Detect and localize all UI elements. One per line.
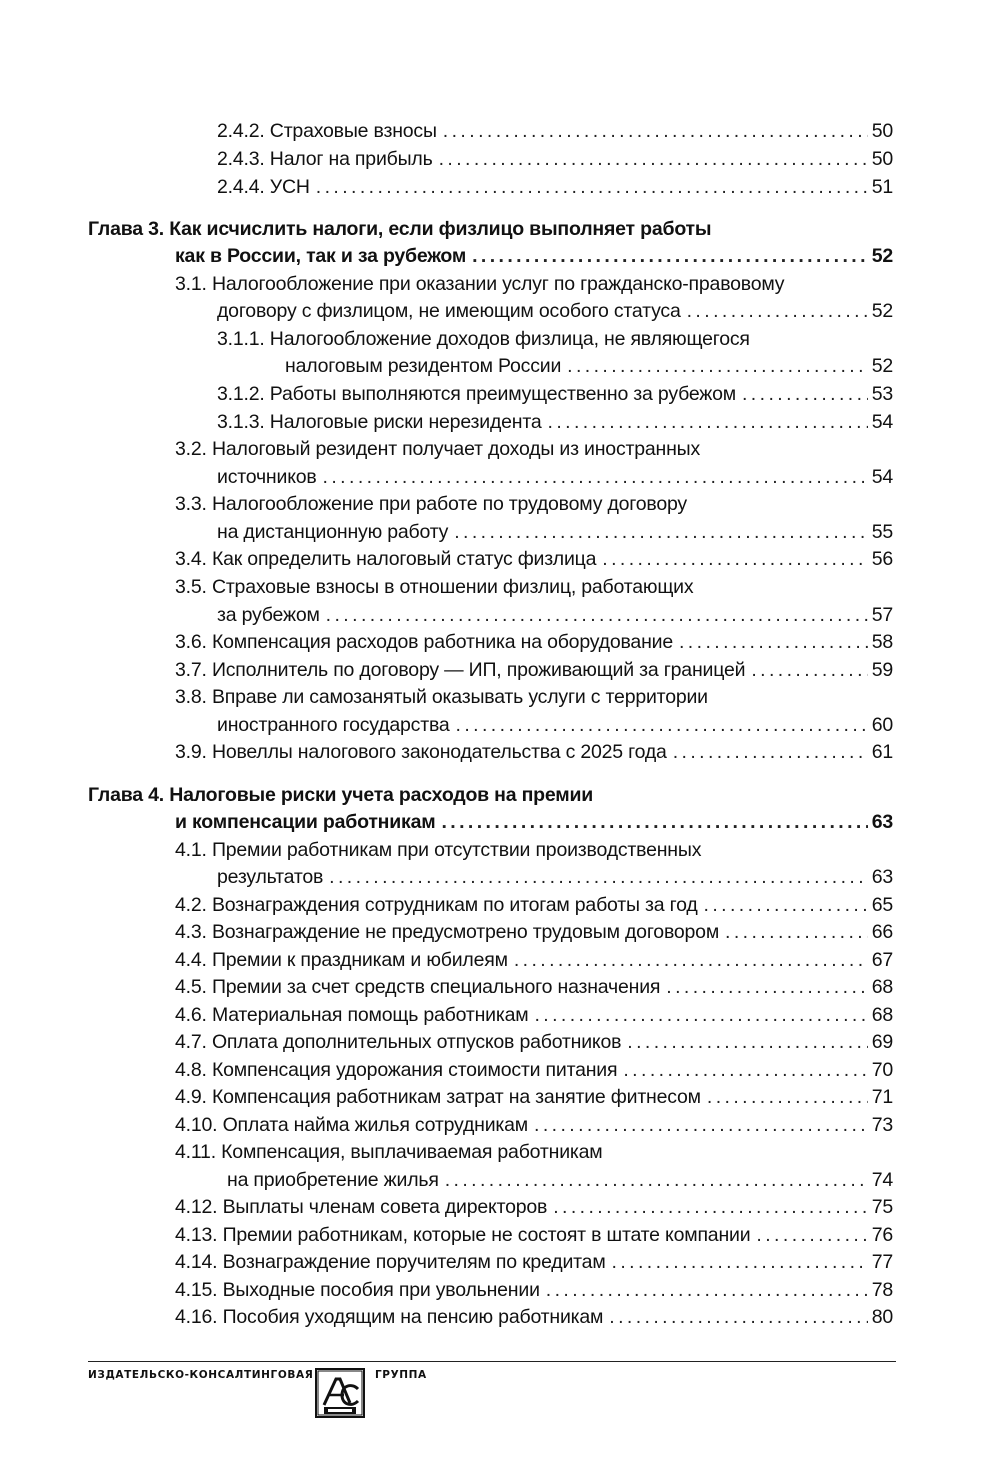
- entry-title: 4.4. Премии к праздникам и юбилеям: [175, 949, 508, 971]
- toc-line: [175, 1276, 893, 1304]
- page-number: 52: [871, 355, 893, 377]
- entry-title: 3.3. Налогообложение при работе по трудовому договору: [175, 493, 687, 515]
- toc-line: [217, 173, 893, 201]
- footer-divider: [88, 1361, 896, 1362]
- entry-title: за рубежом: [217, 604, 320, 626]
- dot-leader: [751, 656, 867, 684]
- dot-leader: [609, 1303, 867, 1331]
- page-number: 57: [871, 604, 893, 626]
- entry-title: 4.7. Оплата дополнительных отпусков работников: [175, 1031, 622, 1053]
- dot-leader: [454, 518, 868, 546]
- toc-line: [175, 1193, 893, 1221]
- dot-leader: [443, 117, 868, 145]
- entry-title: иностранного государства: [217, 714, 450, 736]
- entry-title: 3.8. Вправе ли самозанятый оказывать услуги с территории: [175, 686, 708, 708]
- dot-leader: [546, 1276, 868, 1304]
- dot-leader: [445, 1166, 868, 1194]
- dot-leader: [323, 463, 868, 491]
- publisher-name-right: ГРУППА: [375, 1369, 427, 1381]
- dot-leader: [725, 918, 868, 946]
- entry-title: и компенсации работникам: [175, 811, 436, 833]
- entry-title: 4.9. Компенсация работникам затрат на занятие фитнесом: [175, 1086, 701, 1108]
- toc-line: [175, 738, 893, 766]
- page-number: 60: [871, 714, 893, 736]
- entry-title: 4.12. Выплаты членам совета директоров: [175, 1196, 548, 1218]
- entry-title: результатов: [217, 866, 324, 888]
- toc-line: [217, 297, 893, 325]
- entry-title: 4.5. Премии за счет средств специального назначения: [175, 976, 661, 998]
- entry-title: 3.6. Компенсация расходов работника на оборудование: [175, 631, 673, 653]
- toc-line: [217, 518, 893, 546]
- entry-title: 4.16. Пособия уходящим на пенсию работникам: [175, 1306, 604, 1328]
- page-number: 50: [871, 148, 893, 170]
- dot-leader: [704, 891, 868, 919]
- dot-leader: [756, 1221, 867, 1249]
- entry-title: договору с физлицом, не имеющим особого статуса: [217, 300, 681, 322]
- entry-title: 3.9. Новеллы налогового законодательства с 2025 года: [175, 741, 667, 763]
- toc-line: [175, 1001, 893, 1029]
- entry-title: 3.7. Исполнитель по договору — ИП, проживающий за границей: [175, 659, 746, 681]
- publisher-footer: [88, 1355, 896, 1435]
- entry-title: 3.1.1. Налогообложение доходов физлица, не являющегося: [217, 328, 750, 350]
- page-number: 67: [871, 949, 893, 971]
- dot-leader: [329, 863, 868, 891]
- dot-leader: [534, 1001, 867, 1029]
- toc-line: [217, 711, 893, 739]
- toc-line: [175, 1303, 893, 1331]
- dot-leader: [612, 1248, 868, 1276]
- dot-leader: [316, 173, 868, 201]
- page-number: 52: [871, 300, 893, 322]
- toc-line: [217, 601, 893, 629]
- chapter-heading: [175, 808, 893, 836]
- chapter-heading: [88, 781, 893, 809]
- dot-leader: [602, 545, 867, 573]
- dot-leader: [567, 352, 868, 380]
- toc-line: [217, 463, 893, 491]
- toc-line: [217, 117, 893, 145]
- toc-line: [175, 573, 893, 601]
- entry-title: на дистанционную работу: [217, 521, 449, 543]
- page-number: 65: [871, 894, 893, 916]
- publisher-logo-icon: [314, 1367, 370, 1423]
- toc-line: [175, 1111, 893, 1139]
- dot-leader: [326, 601, 868, 629]
- page-number: 53: [871, 383, 893, 405]
- publisher-name-left: ИЗДАТЕЛЬСКО-КОНСАЛТИНГОВАЯ: [88, 1369, 314, 1381]
- entry-title: 3.4. Как определить налоговый статус физлица: [175, 548, 597, 570]
- entry-title: как в России, так и за рубежом: [175, 245, 467, 267]
- entry-title: 4.2. Вознаграждения сотрудникам по итогам работы за год: [175, 894, 698, 916]
- page-number: 66: [871, 921, 893, 943]
- page-number: 63: [871, 811, 893, 833]
- page-number: 78: [871, 1279, 893, 1301]
- entry-title: 4.13. Премии работникам, которые не состоят в штате компании: [175, 1224, 751, 1246]
- entry-title: 3.1.3. Налоговые риски нерезидента: [217, 411, 542, 433]
- dot-leader: [666, 973, 867, 1001]
- dot-leader: [707, 1083, 868, 1111]
- entry-title: 4.10. Оплата найма жилья сотрудникам: [175, 1114, 529, 1136]
- dot-leader: [553, 1193, 868, 1221]
- toc-line: [175, 836, 893, 864]
- dot-leader: [472, 242, 868, 270]
- entry-title: 2.4.2. Страховые взносы: [217, 120, 437, 142]
- page-number: 73: [871, 1114, 893, 1136]
- page-number: 58: [871, 631, 893, 653]
- chapter-heading: [88, 215, 893, 243]
- entry-title: 4.6. Материальная помощь работникам: [175, 1004, 529, 1026]
- dot-leader: [687, 297, 868, 325]
- dot-leader: [439, 145, 868, 173]
- toc-line: [175, 490, 893, 518]
- chapter-heading: [175, 242, 893, 270]
- page-number: 68: [871, 1004, 893, 1026]
- dot-leader: [627, 1028, 867, 1056]
- dot-leader: [456, 711, 868, 739]
- page-number: 61: [871, 741, 893, 763]
- page-number: 77: [871, 1251, 893, 1273]
- page-number: 76: [871, 1224, 893, 1246]
- toc-line: [175, 918, 893, 946]
- toc-line: [175, 1138, 893, 1166]
- toc-line: [175, 270, 893, 298]
- page-number: 80: [871, 1306, 893, 1328]
- entry-title: 3.2. Налоговый резидент получает доходы из иностранных: [175, 438, 701, 460]
- page-number: 71: [871, 1086, 893, 1108]
- entry-title: источников: [217, 466, 317, 488]
- entry-title: 3.1. Налогообложение при оказании услуг по гражданско-правовому: [175, 273, 785, 295]
- toc-line: [227, 1166, 893, 1194]
- dot-leader: [548, 408, 868, 436]
- entry-title: 4.11. Компенсация, выплачиваемая работникам: [175, 1141, 603, 1163]
- dot-leader: [742, 380, 868, 408]
- page-number: 63: [871, 866, 893, 888]
- page-number: 54: [871, 466, 893, 488]
- toc-line: [217, 408, 893, 436]
- dot-leader: [679, 628, 868, 656]
- toc-line: [175, 973, 893, 1001]
- toc-line: [175, 1083, 893, 1111]
- toc-line: [217, 145, 893, 173]
- entry-title: 2.4.4. УСН: [217, 176, 310, 198]
- toc-line: [175, 628, 893, 656]
- dot-leader: [514, 946, 868, 974]
- page-number: 55: [871, 521, 893, 543]
- entry-title: 4.1. Премии работникам при отсутствии производственных: [175, 839, 702, 861]
- toc-line: [175, 1248, 893, 1276]
- toc-line: [175, 435, 893, 463]
- entry-title: Глава 3. Как исчислить налоги, если физлицо выполняет работы: [88, 218, 712, 240]
- page-number: 54: [871, 411, 893, 433]
- entry-title: на приобретение жилья: [227, 1169, 439, 1191]
- entry-title: 2.4.3. Налог на прибыль: [217, 148, 433, 170]
- page-number: 56: [871, 548, 893, 570]
- toc-line: [175, 946, 893, 974]
- toc-line: [175, 683, 893, 711]
- page-number: 74: [871, 1169, 893, 1191]
- toc-line: [175, 1028, 893, 1056]
- entry-title: 3.5. Страховые взносы в отношении физлиц, работающих: [175, 576, 694, 598]
- dot-leader: [623, 1056, 867, 1084]
- entry-title: 3.1.2. Работы выполняются преимущественно за рубежом: [217, 383, 736, 405]
- entry-title: 4.15. Выходные пособия при увольнении: [175, 1279, 540, 1301]
- page-number: 68: [871, 976, 893, 998]
- toc-line: [175, 545, 893, 573]
- page-number: 50: [871, 120, 893, 142]
- dot-leader: [534, 1111, 868, 1139]
- page-number: 70: [871, 1059, 893, 1081]
- entry-title: Глава 4. Налоговые риски учета расходов на премии: [88, 784, 594, 806]
- toc-line: [285, 352, 893, 380]
- page-number: 52: [871, 245, 893, 267]
- toc-line: [175, 656, 893, 684]
- toc-line: [217, 380, 893, 408]
- page-number: 75: [871, 1196, 893, 1218]
- page-number: 59: [871, 659, 893, 681]
- page-number: 69: [871, 1031, 893, 1053]
- toc-line: [175, 891, 893, 919]
- toc-line: [175, 1056, 893, 1084]
- entry-title: 4.3. Вознаграждение не предусмотрено трудовым договором: [175, 921, 720, 943]
- page-number: 51: [871, 176, 893, 198]
- toc-line: [217, 863, 893, 891]
- entry-title: 4.14. Вознаграждение поручителям по кредитам: [175, 1251, 606, 1273]
- toc-line: [217, 325, 893, 353]
- entry-title: 4.8. Компенсация удорожания стоимости питания: [175, 1059, 618, 1081]
- entry-title: налоговым резидентом России: [285, 355, 562, 377]
- dot-leader: [673, 738, 868, 766]
- toc-line: [175, 1221, 893, 1249]
- dot-leader: [441, 808, 867, 836]
